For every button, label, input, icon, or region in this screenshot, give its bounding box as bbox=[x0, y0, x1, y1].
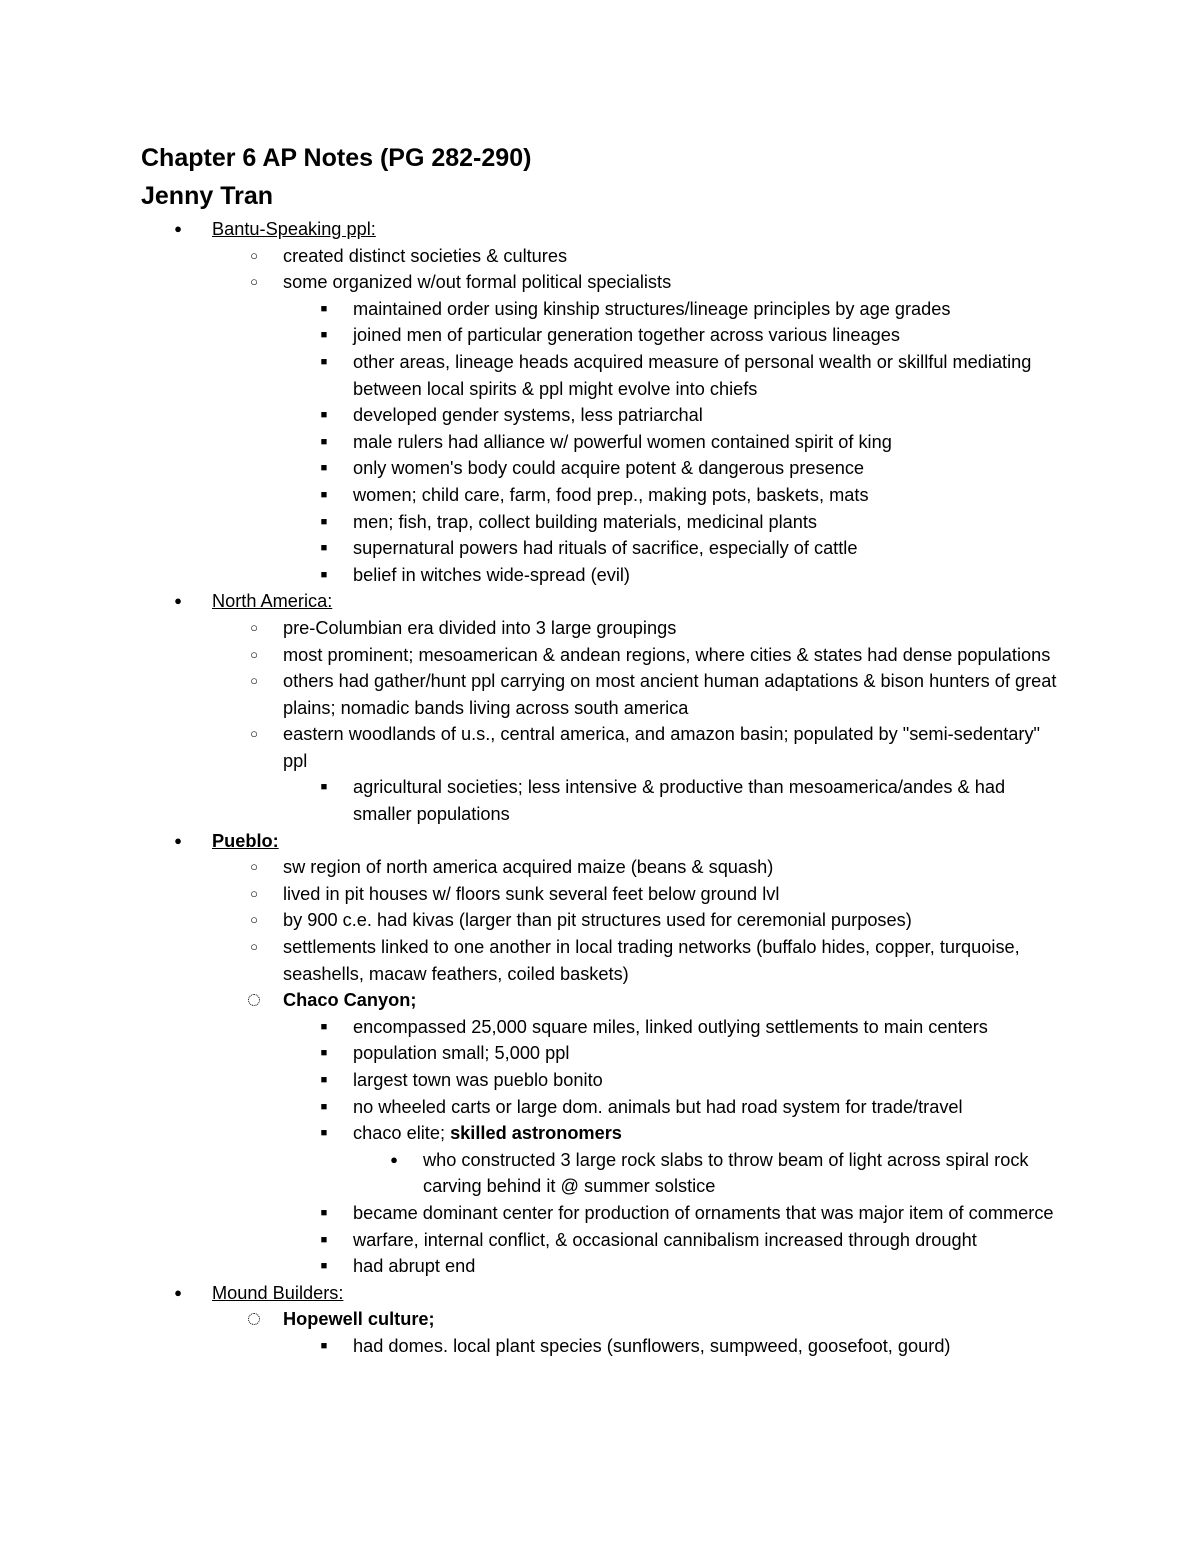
list-item bbox=[0, 615, 1063, 642]
list-item bbox=[0, 429, 1063, 456]
hollow-circle-bullet-icon: ○ bbox=[250, 673, 258, 689]
square-bullet-icon: ■ bbox=[320, 435, 328, 448]
list-item-text: settlements linked to one another in local trading networks (buffalo hides, copper, turquoise, seashells, macaw feathers, coiled baskets) bbox=[283, 937, 1020, 984]
list-item bbox=[0, 721, 1063, 774]
list-item bbox=[0, 828, 1200, 855]
square-bullet-icon: ■ bbox=[320, 355, 328, 368]
square-bullet-icon: ■ bbox=[320, 462, 328, 475]
list-item-text: eastern woodlands of u.s., central america, and amazon basin; populated by "semi-sedentary" ppl bbox=[283, 724, 1041, 771]
square-bullet-icon: ■ bbox=[320, 1127, 328, 1140]
square-bullet-icon: ■ bbox=[320, 1206, 328, 1219]
list-item-text: other areas, lineage heads acquired measure of personal wealth or skillful mediating between local spirits & ppl might evolve into chiefs bbox=[353, 351, 1032, 399]
list-item-text: men; fish, trap, collect building materials, medicinal plants bbox=[353, 511, 817, 532]
filled-circle-bullet-icon: ● bbox=[174, 593, 182, 609]
section-heading-bantu: Bantu-Speaking ppl: bbox=[212, 219, 376, 239]
list-item-text: created distinct societies & cultures bbox=[283, 245, 568, 266]
list-item-text: had abrupt end bbox=[353, 1256, 476, 1277]
list-item bbox=[0, 588, 1200, 615]
square-bullet-icon: ■ bbox=[320, 568, 328, 581]
list-item-text: who constructed 3 large rock slabs to throw beam of light across spiral rock carving behind it @ summer solstice bbox=[423, 1149, 1029, 1197]
square-bullet-icon: ■ bbox=[320, 1100, 328, 1113]
hollow-circle-bullet-icon: ○ bbox=[250, 726, 258, 742]
list-item bbox=[0, 243, 1063, 270]
list-item bbox=[0, 1200, 1063, 1227]
list-item bbox=[0, 1253, 1063, 1280]
list-item-text: agricultural societies; less intensive & productive than mesoamerica/andes & had smaller populations bbox=[353, 777, 1006, 825]
notes-outline bbox=[0, 216, 1200, 1360]
list-item-text: joined men of particular generation together across various lineages bbox=[353, 325, 900, 346]
hollow-circle-bullet-icon: ○ bbox=[250, 247, 258, 263]
list-item bbox=[0, 322, 1063, 349]
hollow-circle-bullet-icon: ○ bbox=[250, 274, 258, 290]
square-bullet-icon: ■ bbox=[320, 409, 328, 422]
hollow-circle-bullet-icon: ○ bbox=[250, 619, 258, 635]
list-item bbox=[0, 455, 1063, 482]
square-bullet-icon: ■ bbox=[320, 542, 328, 555]
list-item-text: had domes. local plant species (sunflowers, sumpweed, goosefoot, gourd) bbox=[353, 1335, 951, 1356]
list-item bbox=[0, 881, 1063, 908]
list-item bbox=[0, 1280, 1200, 1307]
list-item-text: encompassed 25,000 square miles, linked outlying settlements to main centers bbox=[353, 1016, 988, 1037]
hollow-circle-bullet-icon: ○ bbox=[250, 646, 258, 662]
list-item bbox=[0, 1306, 1063, 1333]
list-item bbox=[0, 269, 1063, 296]
list-item-text: supernatural powers had rituals of sacrifice, especially of cattle bbox=[353, 538, 858, 559]
list-item bbox=[0, 1147, 1063, 1200]
list-item bbox=[0, 509, 1063, 536]
list-item bbox=[0, 854, 1063, 881]
list-item-text: population small; 5,000 ppl bbox=[353, 1043, 570, 1064]
square-bullet-icon: ■ bbox=[320, 302, 328, 315]
square-bullet-icon: ■ bbox=[320, 1020, 328, 1033]
filled-circle-bullet-icon: ● bbox=[174, 832, 182, 848]
list-item-bold-text: skilled astronomers bbox=[450, 1123, 622, 1144]
section-heading-mound-builders: Mound Builders: bbox=[212, 1282, 344, 1303]
list-item bbox=[0, 1227, 1063, 1254]
list-item bbox=[0, 1094, 1063, 1121]
list-item-text: male rulers had alliance w/ powerful women contained spirit of king bbox=[353, 431, 892, 452]
square-bullet-icon: ■ bbox=[320, 1233, 328, 1246]
square-bullet-icon: ■ bbox=[320, 1074, 328, 1086]
list-item bbox=[0, 1333, 1063, 1360]
list-item bbox=[0, 1120, 1063, 1147]
list-item bbox=[0, 402, 1063, 429]
list-item-text: maintained order using kinship structures/lineage principles by age grades bbox=[353, 298, 951, 319]
list-item-text: warfare, internal conflict, & occasional cannibalism increased through drought bbox=[353, 1229, 977, 1250]
list-item bbox=[0, 296, 1063, 323]
list-item bbox=[0, 216, 1200, 243]
list-item bbox=[0, 1014, 1063, 1041]
author-name: Jenny Tran bbox=[141, 182, 273, 210]
list-item-text: by 900 c.e. had kivas (larger than pit structures used for ceremonial purposes) bbox=[283, 910, 912, 931]
section-heading-north-america: North America: bbox=[212, 591, 333, 612]
dotted-circle-bullet-icon bbox=[247, 1306, 261, 1333]
list-item bbox=[0, 987, 1063, 1014]
list-item-text: largest town was pueblo bonito bbox=[353, 1070, 603, 1090]
list-item-text: sw region of north america acquired maize (beans & squash) bbox=[283, 857, 774, 878]
hollow-circle-bullet-icon: ○ bbox=[250, 859, 258, 875]
square-bullet-icon: ■ bbox=[320, 488, 328, 501]
list-item-text: only women's body could acquire potent & dangerous presence bbox=[353, 458, 865, 479]
square-bullet-icon: ■ bbox=[320, 329, 328, 342]
list-item-text: women; child care, farm, food prep., making pots, baskets, mats bbox=[353, 484, 869, 505]
list-item-text: lived in pit houses w/ floors sunk several feet below ground lvl bbox=[283, 883, 780, 904]
list-item bbox=[0, 774, 1063, 827]
list-item-text: pre-Columbian era divided into 3 large groupings bbox=[283, 617, 677, 638]
filled-circle-bullet-icon: ● bbox=[390, 1151, 398, 1167]
list-item bbox=[0, 1040, 1063, 1067]
list-item-text: most prominent; mesoamerican & andean regions, where cities & states had dense populations bbox=[283, 644, 1051, 665]
square-bullet-icon: ■ bbox=[320, 1260, 328, 1273]
filled-circle-bullet-icon: ● bbox=[174, 221, 182, 236]
list-item bbox=[0, 535, 1063, 562]
list-item bbox=[0, 668, 1063, 721]
list-item-text: no wheeled carts or large dom. animals but had road system for trade/travel bbox=[353, 1096, 963, 1117]
subsection-heading-hopewell: Hopewell culture; bbox=[283, 1309, 435, 1330]
list-item bbox=[0, 349, 1063, 402]
square-bullet-icon: ■ bbox=[320, 515, 328, 528]
list-item-text: chaco elite; bbox=[353, 1123, 451, 1144]
hollow-circle-bullet-icon: ○ bbox=[250, 939, 258, 955]
list-item-text: belief in witches wide-spread (evil) bbox=[353, 564, 630, 585]
list-item-text: became dominant center for production of ornaments that was major item of commerce bbox=[353, 1202, 1054, 1223]
list-item bbox=[0, 562, 1063, 589]
list-item-text: some organized w/out formal political specialists bbox=[283, 272, 672, 293]
list-item bbox=[0, 1067, 1063, 1094]
list-item bbox=[0, 482, 1063, 509]
page-title: Chapter 6 AP Notes (PG 282-290) bbox=[141, 144, 532, 172]
filled-circle-bullet-icon: ● bbox=[174, 1284, 182, 1300]
list-item bbox=[0, 907, 1063, 934]
list-item bbox=[0, 642, 1063, 669]
hollow-circle-bullet-icon: ○ bbox=[250, 912, 258, 928]
list-item-text: others had gather/hunt ppl carrying on most ancient human adaptations & bison hunters of great plains; nomadic bands living across south america bbox=[283, 671, 1057, 718]
section-heading-pueblo: Pueblo: bbox=[212, 830, 279, 851]
square-bullet-icon: ■ bbox=[320, 1339, 328, 1352]
hollow-circle-bullet-icon: ○ bbox=[250, 885, 258, 901]
subsection-heading-chaco-canyon: Chaco Canyon; bbox=[283, 990, 417, 1011]
dotted-circle-bullet-icon bbox=[247, 987, 261, 1014]
square-bullet-icon: ■ bbox=[320, 1047, 328, 1060]
square-bullet-icon: ■ bbox=[320, 781, 328, 794]
list-item bbox=[0, 934, 1063, 987]
list-item-text: developed gender systems, less patriarchal bbox=[353, 405, 703, 426]
